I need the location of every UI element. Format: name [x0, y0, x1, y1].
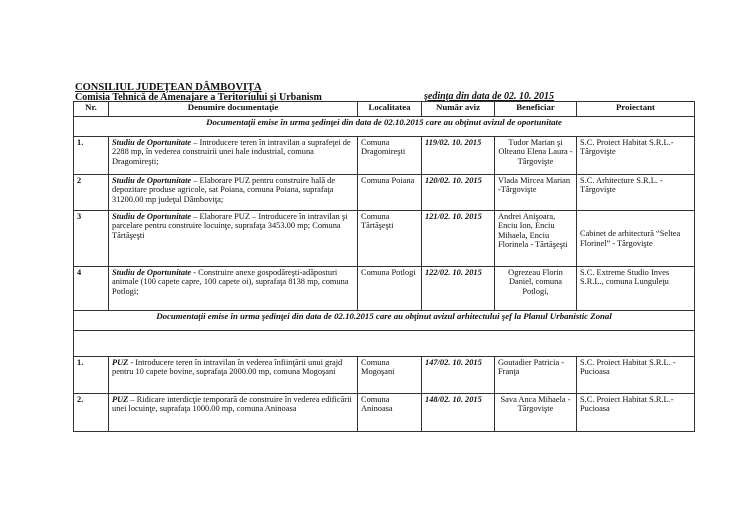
row-aviz: 122/02. 10. 2015: [422, 267, 495, 311]
table-row: [74, 175, 695, 211]
commission-title: Comisia Tehnică de Amenajare a Teritoriului şi Urbanism: [75, 92, 322, 103]
row-aviz: 121/02. 10. 2015: [422, 211, 495, 267]
row-denumire: [109, 175, 358, 211]
section1-title: Documentaţii emise în urma şedinţei din data de 02.10.2015 care au obţinut avizul de oportunitate: [74, 117, 695, 137]
doc-type: Studiu de Oportunitate: [112, 138, 192, 147]
row-denumire: [109, 137, 358, 175]
row-beneficiar: Goutadier Patricia - Franţa: [495, 357, 577, 394]
table-row: [74, 331, 695, 357]
doc-description: - Introducere teren în intravilan în vederea înfiinţării unui grajd pentru 10 capete bovine, suprafaţa 2000.00 mp, comuna Mogoşani: [112, 358, 343, 377]
doc-type: Studiu de Oportunitate: [112, 176, 192, 185]
doc-description: - Construire anexe gospodăreşti-adăposturi animale (100 capete capre, 100 capete oi), suprafaţa 8138 mp, comuna Potlogi;: [112, 268, 349, 296]
doc-type: Studiu de Oportunitate: [112, 268, 192, 277]
row-denumire: [109, 394, 358, 432]
col-proiectant: Proiectant: [577, 102, 695, 117]
row-nr: 1.: [74, 357, 109, 394]
doc-type: PUZ: [112, 358, 129, 367]
row-proiectant: S.C. Extreme Studio Inves S.R.L., comuna Lunguleţu: [577, 267, 695, 311]
row-localitate: Comuna Aninoasa: [358, 394, 422, 432]
row-beneficiar: Tudor Marian şi Olteanu Elena Laura - Târgovişte: [495, 137, 577, 175]
row-aviz: 120/02. 10. 2015: [422, 175, 495, 211]
row-denumire: [109, 211, 358, 267]
row-localitate: Comuna Dragomireşti: [358, 137, 422, 175]
doc-description: – Elaborare PUZ – Introducere în intravilan şi parcelare pentru construire locuinţe, suprafaţa 3453.00 mp; Comuna Tărtăşeşti: [112, 212, 348, 240]
col-denumire: Denumire documentaţie: [109, 102, 358, 117]
row-nr: 4: [74, 267, 109, 311]
row-aviz: 119/02. 10. 2015: [422, 137, 495, 175]
section2-title: Documentaţii emise în urma şedinţei din data de 02.10.2015 care au obţinut avizul arhitectului şef la Planul Urbanistic Zonal: [74, 311, 695, 331]
row-nr: 2.: [74, 394, 109, 432]
row-localitate: Comuna Mogoşani: [358, 357, 422, 394]
col-nr: Nr.: [74, 102, 109, 117]
row-localitate: Comuna Potlogi: [358, 267, 422, 311]
row-localitate: Comuna Tărtăşeşti: [358, 211, 422, 267]
doc-description: – Elaborare PUZ pentru construire hală de depozitare produse agricole, sat Poiana, comuna Poiana, suprafaţa 31200.00 mp judeţul Dâmboviţa;: [112, 176, 336, 204]
row-proiectant: Cabinet de arhitectură “Seltea Florinel” - Târgovişte: [577, 211, 695, 267]
row-proiectant: S.C. Proiect Habitat S.R.L.- Pucioasa: [577, 394, 695, 432]
row-proiectant: S.C. Proiect Habitat S.R.L.- Târgovişte: [577, 137, 695, 175]
row-denumire: [109, 267, 358, 311]
row-beneficiar: Sava Anca Mihaela - Târgovişte: [495, 394, 577, 432]
row-nr: 2: [74, 175, 109, 211]
spacer-row: [74, 331, 695, 357]
doc-type: PUZ: [112, 395, 129, 404]
row-nr: 1.: [74, 137, 109, 175]
doc-type: Studiu de Oportunitate: [112, 212, 192, 221]
row-nr: 3: [74, 211, 109, 267]
row-aviz: 148/02. 10. 2015: [422, 394, 495, 432]
table-row: [74, 394, 695, 432]
council-title: CONSILIUL JUDEŢEAN DÂMBOVIŢA: [75, 82, 262, 93]
section-header-row: [74, 311, 695, 331]
row-beneficiar: Andrei Anişoara, Enciu Ion, Enciu Mihaela, Enciu Florinela - Tărtăşeşti: [495, 211, 577, 267]
col-localitate: Localitatea: [358, 102, 422, 117]
session-date: şedinţa din data de 02. 10. 2015: [424, 91, 555, 102]
table-header-row: [74, 102, 695, 117]
row-denumire: [109, 357, 358, 394]
table-row: [74, 211, 695, 267]
table-row: [74, 357, 695, 394]
col-numar-aviz: Număr aviz: [422, 102, 495, 117]
row-aviz: 147/02. 10. 2015: [422, 357, 495, 394]
doc-description: – Introducere teren în intravilan a suprafeţei de 2288 mp, în vederea construirii unei hale industrial, comuna Dragomireşti;: [112, 138, 351, 166]
section-header-row: [74, 117, 695, 137]
table-row: [74, 137, 695, 175]
doc-description: – Ridicare interdicţie temporară de construire în vederea edificării unei locuinţe, suprafaţa 1000.00 mp, comuna Aninoasa: [112, 395, 352, 414]
table-row: [74, 267, 695, 311]
row-proiectant: S.C. Proiect Habitat S.R.L. - Pucioasa: [577, 357, 695, 394]
documentation-table: [73, 101, 695, 432]
col-beneficiar: Beneficiar: [495, 102, 577, 117]
row-beneficiar: Ogrezeau Florin Daniel, comuna Potlogi,: [495, 267, 577, 311]
row-localitate: Comuna Poiana: [358, 175, 422, 211]
row-beneficiar: Vlada Mircea Marian -Târgovişte: [495, 175, 577, 211]
row-proiectant: S.C. Arhitecture S.R.L. - Târgovişte: [577, 175, 695, 211]
